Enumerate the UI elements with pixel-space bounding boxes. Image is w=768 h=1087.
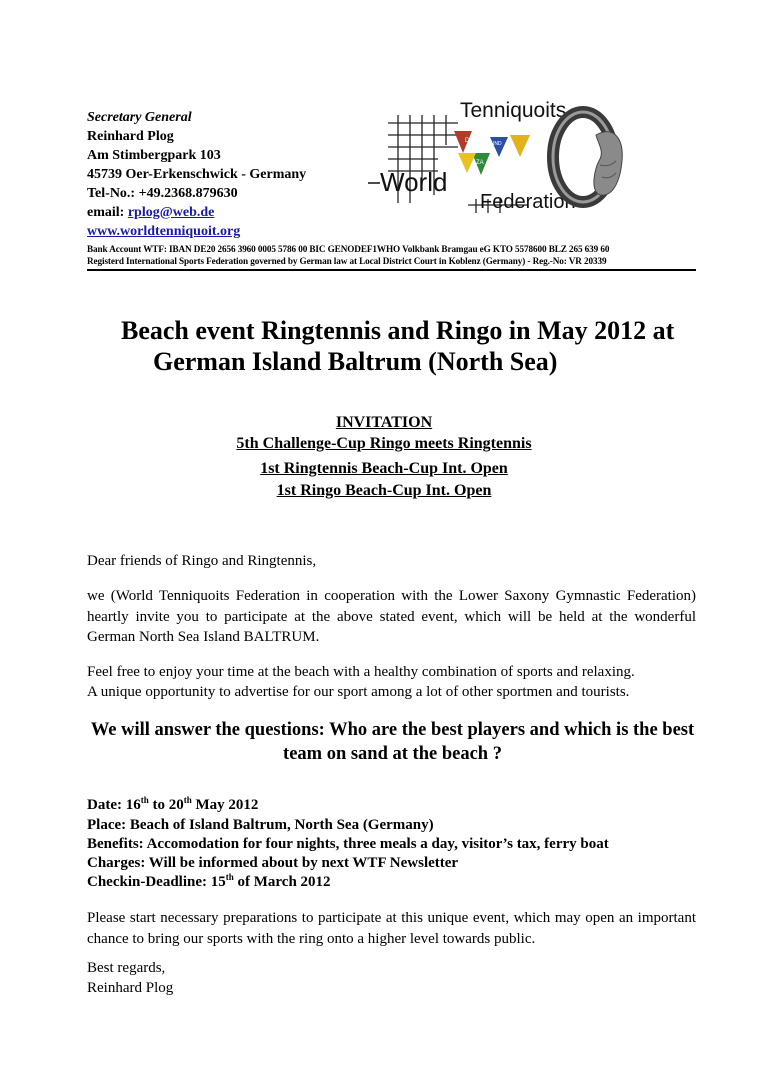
regards: Best regards, xyxy=(87,960,166,976)
logo-text-tenniquoits: Tenniquoits xyxy=(460,99,567,122)
detail-charges: Charges: Will be informed about by next WTF Newsletter xyxy=(87,855,459,871)
signature: Reinhard Plog xyxy=(87,980,174,996)
highlight-question: We will answer the questions: Who are the best players and which is the best team on sand at the beach ? xyxy=(90,720,695,764)
sender-city: 45739 Oer-Erkenschwick - Germany xyxy=(87,167,307,182)
logo-text-federation: Federation xyxy=(480,191,576,213)
hand-ring-illustration xyxy=(553,112,622,202)
greeting: Dear friends of Ringo and Ringtennis, xyxy=(87,553,317,569)
sender-email-row xyxy=(87,203,306,222)
logo-triangle-blue xyxy=(490,137,508,157)
detail-place: Place: Beach of Island Baltrum, North Sea (Germany) xyxy=(87,817,434,833)
paragraph-intro: we (World Tenniquoits Federation in cooperation with the Lower Saxony Gymnastic Federation) heartly invite you to participate at the above stated event, which will be held at the wonderful German North Sea Island BALTRUM. xyxy=(87,588,696,645)
detail-benefits: Benefits: Accomodation for four nights, three meals a day, visitor’s tax, ferry boat xyxy=(87,836,609,852)
sender-block xyxy=(87,108,306,241)
logo-tag-ind: IND xyxy=(493,141,502,147)
page-title-line1: Beach event Ringtennis and Ringo in May 2012 at xyxy=(121,316,675,345)
page-title-line2: German Island Baltrum (North Sea) xyxy=(153,347,558,376)
detail-checkin-deadline: Checkin-Deadline: 15th of March 2012 xyxy=(87,872,331,890)
paragraph-enjoy-line2: A unique opportunity to advertise for our sport among a lot of other sportmen and tourists. xyxy=(87,684,630,700)
header-divider xyxy=(87,269,696,271)
invitation-line1: 5th Challenge-Cup Ringo meets Ringtennis xyxy=(236,435,532,452)
paragraph-closing: Please start necessary preparations to participate at this unique event, which may open an important chance to bring our sports with the ring onto a higher level towards public. xyxy=(87,910,696,947)
registry-line: Registerd International Sports Federation governed by German law at Local District Court in Koblenz (Germany) - Reg.-No: VR 20339 xyxy=(87,256,607,266)
logo-triangle-yellow xyxy=(510,135,530,157)
invitation-line2: 1st Ringtennis Beach-Cup Int. Open xyxy=(260,460,508,477)
bank-account-line: Bank Account WTF: IBAN DE20 2656 3960 0005 5786 00 BIC GENODEF1WHO Volkbank Bramgau eG KTO 5578600 BLZ 265 639 60 xyxy=(87,244,610,254)
wtf-logo xyxy=(368,95,623,220)
sender-role: Secretary General xyxy=(87,110,192,125)
website-link[interactable]: www.worldtenniquoit.org xyxy=(87,224,241,239)
email-label: email: xyxy=(87,205,128,220)
logo-tag-za: ZA xyxy=(476,160,484,166)
sender-phone: Tel-No.: +49.2368.879630 xyxy=(87,186,238,201)
logo-tag-d: D xyxy=(465,138,470,144)
sender-street: Am Stimbergpark 103 xyxy=(87,148,221,163)
logo-triangle-yellow-small xyxy=(458,153,476,173)
paragraph-enjoy-line1: Feel free to enjoy your time at the beach with a healthy combination of sports and relaxing. xyxy=(87,664,635,680)
invitation-heading: INVITATION xyxy=(335,414,433,431)
invitation-line3: 1st Ringo Beach-Cup Int. Open xyxy=(276,482,492,499)
logo-text-world: World xyxy=(380,167,448,197)
sender-name: Reinhard Plog xyxy=(87,129,174,144)
email-link[interactable]: rplog@web.de xyxy=(127,205,215,220)
detail-date: Date: 16th to 20th May 2012 xyxy=(87,795,259,813)
